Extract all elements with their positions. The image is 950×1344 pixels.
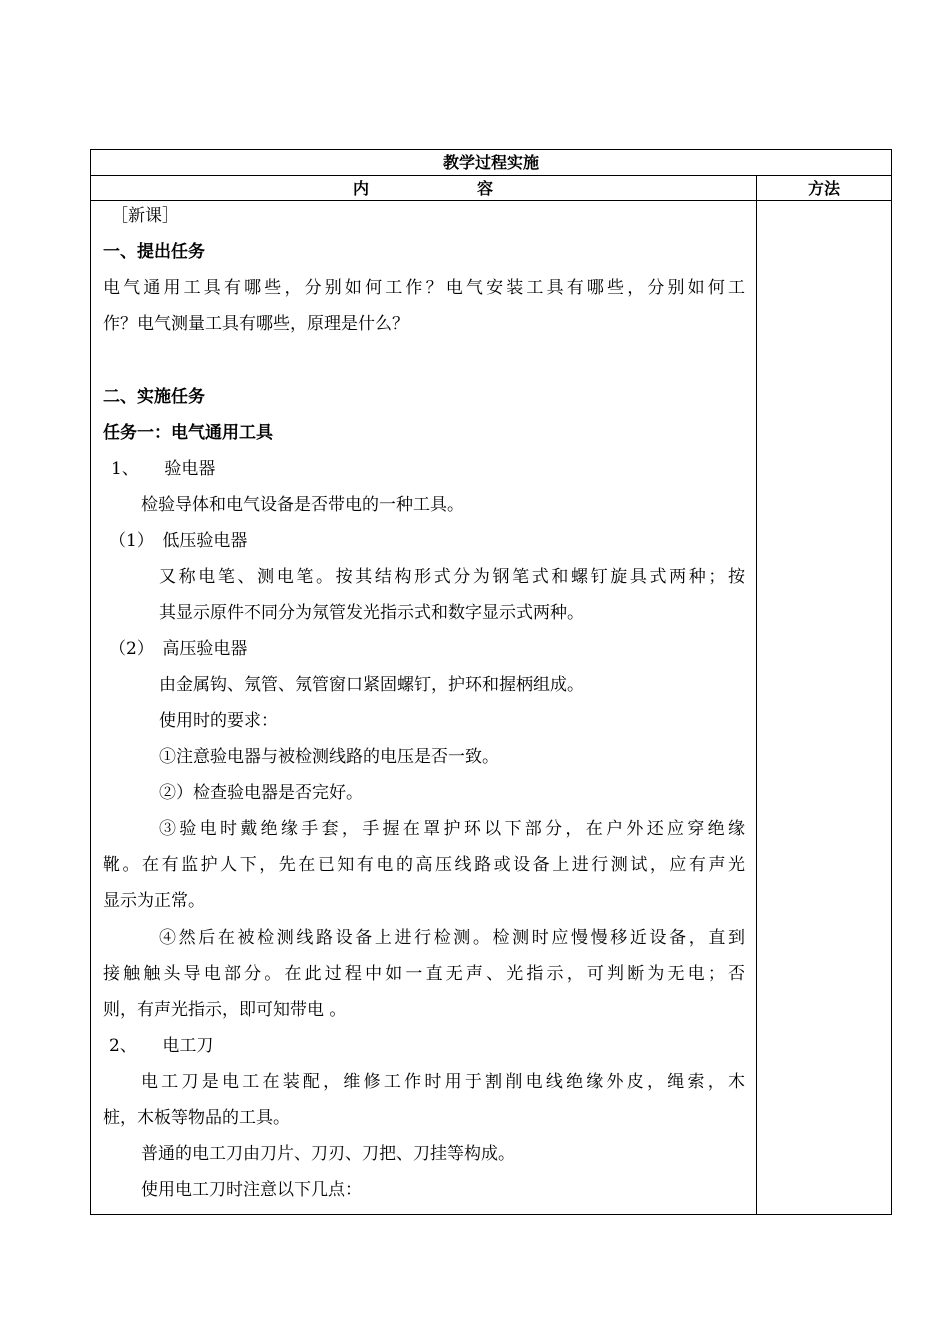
lesson-table bbox=[90, 149, 892, 1215]
paragraph-line: 检验导体和电气设备是否带电的一种工具。 bbox=[141, 495, 464, 515]
header-content-char-1: 内 bbox=[353, 179, 370, 198]
list-item-3: ③验电时戴绝缘手套，手握在罩护环以下部分，在户外还应穿绝缘 bbox=[159, 819, 745, 839]
paragraph-line: 普通的电工刀由刀片、刀刃、刀把、刀挂等构成。 bbox=[141, 1144, 515, 1164]
method-column-header: 方法 bbox=[807, 179, 840, 198]
paragraph-line: 使用时的要求： bbox=[159, 711, 278, 731]
paragraph-line: 由金属钩、氖管、氖管窗口紧固螺钉，护环和握柄组成。 bbox=[159, 675, 584, 695]
paragraph-line: 作？电气测量工具有哪些，原理是什么？ bbox=[103, 314, 409, 334]
paragraph-line: 其显示原件不同分为氖管发光指示式和数字显示式两种。 bbox=[159, 603, 584, 623]
content-cell bbox=[91, 201, 757, 1214]
paragraph-line: 使用电工刀时注意以下几点： bbox=[141, 1180, 362, 1200]
paragraph-line: 又称电笔、测电笔。按其结构形式分为钢笔式和螺钉旋具式两种；按 bbox=[159, 567, 745, 587]
method-cell bbox=[757, 201, 891, 1214]
paragraph-line: 接触触头导电部分。在此过程中如一直无声、光指示，可判断为无电；否 bbox=[103, 964, 745, 984]
paragraph-line: 靴。在有监护人下，先在已知有电的高压线路或设备上进行测试，应有声光 bbox=[103, 855, 745, 875]
heading-2: 二、实施任务 bbox=[103, 387, 205, 407]
heading-task-1: 任务一：电气通用工具 bbox=[103, 423, 273, 443]
heading-1: 一、提出任务 bbox=[103, 242, 205, 262]
table-title: 教学过程实施 bbox=[91, 150, 891, 176]
content-column-header bbox=[91, 176, 757, 200]
header-content-char-2: 容 bbox=[477, 179, 494, 198]
list-item-1: ①注意验电器与被检测线路的电压是否一致。 bbox=[159, 747, 499, 767]
paragraph-line: 电工刀是电工在装配，维修工作时用于割削电线绝缘外皮，绳索，木 bbox=[141, 1072, 745, 1092]
paragraph-line: 电气通用工具有哪些，分别如何工作？电气安装工具有哪些，分别如何工 bbox=[103, 278, 745, 298]
list-item-2: ②）检查验电器是否完好。 bbox=[159, 783, 363, 803]
subheading-1: 1、 验电器 bbox=[111, 459, 216, 479]
paragraph-line: 则，有声光指示，即可知带电 。 bbox=[103, 1000, 347, 1020]
paragraph-line: 桩，木板等物品的工具。 bbox=[103, 1108, 290, 1128]
subheading-1-1: （1） 低压验电器 bbox=[109, 531, 248, 551]
paragraph-line: 显示为正常。 bbox=[103, 891, 205, 911]
table-header-row bbox=[91, 176, 891, 201]
list-item-4: ④然后在被检测线路设备上进行检测。检测时应慢慢移近设备，直到 bbox=[159, 928, 745, 948]
subheading-1-2: （2） 高压验电器 bbox=[109, 639, 248, 659]
subheading-2: 2、 电工刀 bbox=[109, 1036, 214, 1056]
section-label: ［新课］ bbox=[111, 206, 179, 226]
